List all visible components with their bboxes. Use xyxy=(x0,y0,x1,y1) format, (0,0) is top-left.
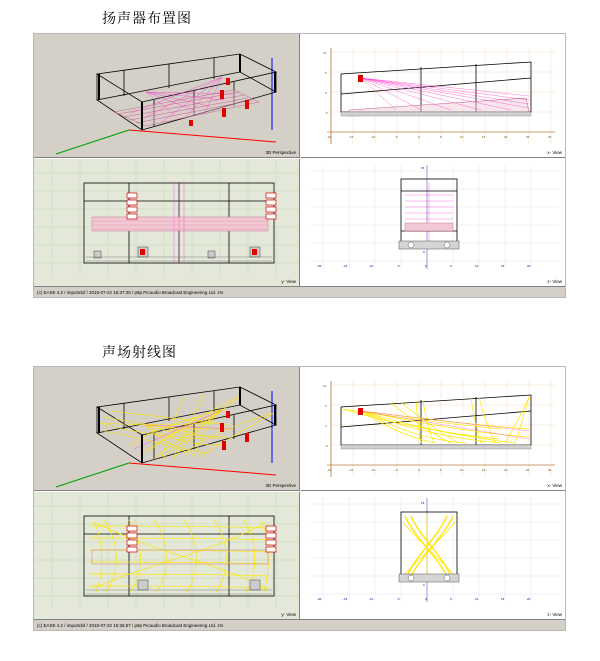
svg-text:-5: -5 xyxy=(397,597,400,601)
svg-text:0: 0 xyxy=(425,264,427,268)
fig2-z-view[interactable] xyxy=(301,492,565,619)
svg-text:15: 15 xyxy=(501,264,505,268)
svg-text:20: 20 xyxy=(504,468,508,472)
svg-text:10: 10 xyxy=(475,264,479,268)
fig1-y-view-label: y- View xyxy=(281,279,296,284)
svg-text:10: 10 xyxy=(460,135,464,139)
svg-text:25: 25 xyxy=(526,468,530,472)
fig2-y-view[interactable] xyxy=(34,492,300,619)
svg-text:0: 0 xyxy=(325,91,327,95)
fig2-z-view-label: z- View xyxy=(547,612,562,617)
svg-text:-10: -10 xyxy=(369,264,374,268)
svg-text:-20: -20 xyxy=(317,264,322,268)
svg-text:10: 10 xyxy=(460,468,464,472)
svg-text:0: 0 xyxy=(423,250,425,254)
fig1-y-view[interactable] xyxy=(34,159,300,286)
svg-text:0: 0 xyxy=(418,468,420,472)
svg-text:-20: -20 xyxy=(317,597,322,601)
svg-text:-10: -10 xyxy=(371,468,376,472)
svg-text:5: 5 xyxy=(450,264,452,268)
fig1-x-view-label: x- View xyxy=(547,150,562,155)
svg-text:10: 10 xyxy=(323,384,327,388)
fig2-x-view-label: x- View xyxy=(547,483,562,488)
svg-text:15: 15 xyxy=(482,468,486,472)
svg-text:20: 20 xyxy=(504,135,508,139)
fig1-z-view-label: z- View xyxy=(547,279,562,284)
fig2-3d-view-label: 3D Perspective xyxy=(265,483,296,488)
svg-text:0: 0 xyxy=(425,597,427,601)
fig2-3d-perspective-view[interactable] xyxy=(34,367,300,491)
svg-text:15: 15 xyxy=(482,135,486,139)
svg-text:-5: -5 xyxy=(325,444,328,448)
fig2-x-view[interactable] xyxy=(301,367,565,491)
fig1-x-view[interactable] xyxy=(301,34,565,158)
svg-text:-15: -15 xyxy=(343,597,348,601)
fig1-z-view[interactable] xyxy=(301,159,565,286)
svg-text:-20: -20 xyxy=(327,468,332,472)
svg-text:5: 5 xyxy=(325,404,327,408)
svg-text:-10: -10 xyxy=(371,135,376,139)
svg-text:10: 10 xyxy=(475,597,479,601)
fig1-status-bar: (c) EASE 4.2 / importdxf / 2015-07-22 15:37:25 / p8p Picaudio Broadcast Engineering Ltd. zm xyxy=(34,286,565,297)
fig1-3d-view-label: 3D Perspective xyxy=(265,150,296,155)
svg-text:15: 15 xyxy=(421,166,425,170)
svg-text:5: 5 xyxy=(440,135,442,139)
svg-text:-15: -15 xyxy=(349,135,354,139)
svg-text:-15: -15 xyxy=(349,468,354,472)
svg-text:15: 15 xyxy=(501,597,505,601)
svg-text:30: 30 xyxy=(548,468,552,472)
svg-text:-5: -5 xyxy=(395,468,398,472)
svg-text:20: 20 xyxy=(527,264,531,268)
svg-text:25: 25 xyxy=(526,135,530,139)
svg-text:-10: -10 xyxy=(369,597,374,601)
svg-text:0: 0 xyxy=(423,583,425,587)
svg-text:10: 10 xyxy=(323,51,327,55)
fig1-3d-perspective-view[interactable] xyxy=(34,34,300,158)
fig2-status-bar: (c) EASE 4.2 / importdxf / 2015-07-22 15:36:57 / p8p Picaudio Broadcast Engineering Ltd. zm xyxy=(34,619,565,630)
svg-text:-5: -5 xyxy=(397,264,400,268)
svg-text:-15: -15 xyxy=(343,264,348,268)
figure-2-screenshot xyxy=(33,366,566,631)
svg-text:0: 0 xyxy=(418,135,420,139)
svg-text:30: 30 xyxy=(548,135,552,139)
figure-1-title: 扬声器布置图 xyxy=(102,10,192,26)
svg-text:-20: -20 xyxy=(327,135,332,139)
svg-text:5: 5 xyxy=(325,71,327,75)
figure-2-title: 声场射线图 xyxy=(102,344,177,360)
svg-text:5: 5 xyxy=(440,468,442,472)
figure-1-screenshot xyxy=(33,33,566,298)
svg-text:-5: -5 xyxy=(395,135,398,139)
svg-text:20: 20 xyxy=(527,597,531,601)
svg-text:0: 0 xyxy=(325,424,327,428)
svg-text:5: 5 xyxy=(450,597,452,601)
svg-text:15: 15 xyxy=(421,501,425,505)
fig2-y-view-label: y- View xyxy=(281,612,296,617)
svg-text:-5: -5 xyxy=(325,111,328,115)
